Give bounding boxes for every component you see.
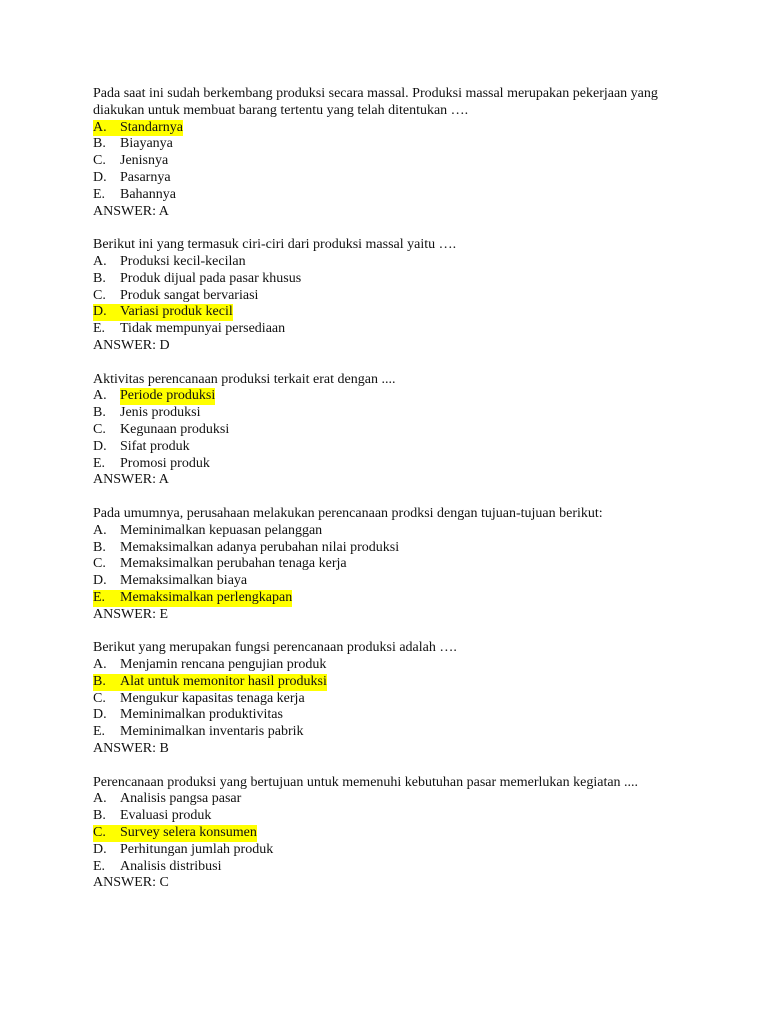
answer-highlight <box>93 120 183 137</box>
option-text: Sifat produk <box>120 438 190 454</box>
option-letter: D. <box>93 169 107 185</box>
option-text: Jenis produksi <box>120 405 201 421</box>
answer-key: ANSWER: B <box>93 741 169 757</box>
option-c <box>93 288 693 305</box>
option-d <box>93 170 693 187</box>
answer-highlight <box>120 388 215 405</box>
option-a <box>93 120 693 137</box>
option-letter: D. <box>93 573 107 589</box>
option-letter: C. <box>93 421 106 437</box>
option-d <box>93 707 693 724</box>
option-text: Produk dijual pada pasar khusus <box>120 270 302 286</box>
answer-highlight <box>93 825 257 842</box>
option-d <box>93 439 693 456</box>
option-text: Mengukur kapasitas tenaga kerja <box>120 690 305 706</box>
option-c <box>93 422 693 439</box>
option-letter: B. <box>93 405 106 421</box>
option-letter: A. <box>93 119 107 135</box>
option-text: Produksi kecil-kecilan <box>120 253 246 269</box>
option-e <box>93 859 693 876</box>
option-text: Promosi produk <box>120 455 210 471</box>
question-2 <box>93 237 693 355</box>
answer-highlight <box>93 590 292 607</box>
option-letter: A. <box>93 657 107 673</box>
option-letter: E. <box>93 455 106 471</box>
option-text: Perhitungan jumlah produk <box>120 841 274 857</box>
question-text: Berikut yang merupakan fungsi perencanaan produksi adalah …. <box>93 640 457 656</box>
option-a <box>93 791 693 808</box>
answer-highlight <box>93 674 327 691</box>
question-text: Pada saat ini sudah berkembang produksi secara massal. Produksi massal merupakan pekerjaan yang diakukan untuk membuat barang tertentu yang telah ditentukan …. <box>93 86 658 118</box>
option-a <box>93 388 693 405</box>
question-text: Pada umumnya, perusahaan melakukan perencanaan prodksi dengan tujuan-tujuan berikut: <box>93 505 603 521</box>
option-b <box>93 136 693 153</box>
option-c <box>93 153 693 170</box>
option-letter: B. <box>93 808 106 824</box>
answer-key: ANSWER: A <box>93 472 169 488</box>
answer-key: ANSWER: A <box>93 203 169 219</box>
option-e <box>93 724 693 741</box>
question-6 <box>93 775 693 893</box>
option-text: Alat untuk memonitor hasil produksi <box>120 673 327 689</box>
option-letter: E. <box>93 321 106 337</box>
answer-key: ANSWER: D <box>93 337 170 353</box>
option-letter: D. <box>93 841 107 857</box>
option-text: Variasi produk kecil <box>120 304 233 320</box>
option-c <box>93 556 693 573</box>
option-text: Produk sangat bervariasi <box>120 287 259 303</box>
question-3 <box>93 372 693 490</box>
option-letter: E. <box>93 858 106 874</box>
option-text: Analisis pangsa pasar <box>120 791 242 807</box>
option-letter: D. <box>93 304 107 320</box>
question-text: Aktivitas perencanaan produksi terkait erat dengan .... <box>93 371 396 387</box>
option-text: Survey selera konsumen <box>120 825 257 841</box>
option-a <box>93 523 693 540</box>
option-a <box>93 657 693 674</box>
option-text: Jenisnya <box>120 153 169 169</box>
option-letter: D. <box>93 438 107 454</box>
option-letter: E. <box>93 589 106 605</box>
option-text: Memaksimalkan perlengkapan <box>120 589 293 605</box>
option-letter: E. <box>93 724 106 740</box>
option-text: Memaksimalkan perubahan tenaga kerja <box>120 556 347 572</box>
option-text: Evaluasi produk <box>120 808 212 824</box>
option-text: Biayanya <box>120 136 173 152</box>
answer-highlight <box>93 304 233 321</box>
option-letter: C. <box>93 287 106 303</box>
option-text: Memaksimalkan biaya <box>120 573 248 589</box>
option-text: Menjamin rencana pengujian produk <box>120 657 327 673</box>
option-letter: B. <box>93 539 106 555</box>
option-text: Meminimalkan inventaris pabrik <box>120 724 304 740</box>
option-a <box>93 254 693 271</box>
option-letter: D. <box>93 707 107 723</box>
option-c <box>93 691 693 708</box>
option-letter: C. <box>93 153 106 169</box>
option-letter: C. <box>93 556 106 572</box>
question-4 <box>93 506 693 624</box>
question-1 <box>93 86 693 220</box>
option-letter: B. <box>93 270 106 286</box>
option-d <box>93 842 693 859</box>
document-page <box>93 86 693 909</box>
option-text: Kegunaan produksi <box>120 421 230 437</box>
option-text: Bahannya <box>120 186 176 202</box>
option-letter: A. <box>93 791 107 807</box>
option-b <box>93 808 693 825</box>
option-d <box>93 573 693 590</box>
option-text: Standarnya <box>120 119 183 135</box>
option-text: Memaksimalkan adanya perubahan nilai produksi <box>120 539 400 555</box>
option-letter: E. <box>93 186 106 202</box>
option-d <box>93 304 693 321</box>
option-b <box>93 674 693 691</box>
option-e <box>93 456 693 473</box>
option-letter: B. <box>93 673 106 689</box>
option-letter: C. <box>93 690 106 706</box>
option-text: Meminimalkan kepuasan pelanggan <box>120 522 323 538</box>
question-text: Perencanaan produksi yang bertujuan untuk memenuhi kebutuhan pasar memerlukan kegiatan .... <box>93 774 639 790</box>
option-letter: A. <box>93 522 107 538</box>
option-b <box>93 405 693 422</box>
option-text: Tidak mempunyai persediaan <box>120 321 286 337</box>
option-text: Pasarnya <box>120 169 171 185</box>
option-letter: B. <box>93 136 106 152</box>
answer-key: ANSWER: C <box>93 875 169 891</box>
option-letter: A. <box>93 253 107 269</box>
option-b <box>93 271 693 288</box>
option-e <box>93 187 693 204</box>
option-text: Periode produksi <box>120 388 216 404</box>
option-text: Meminimalkan produktivitas <box>120 707 283 723</box>
option-b <box>93 540 693 557</box>
option-text: Analisis distribusi <box>120 858 222 874</box>
option-letter: A. <box>93 388 107 404</box>
option-c <box>93 825 693 842</box>
answer-key: ANSWER: E <box>93 606 169 622</box>
question-text: Berikut ini yang termasuk ciri-ciri dari produksi massal yaitu …. <box>93 237 457 253</box>
option-letter: C. <box>93 825 106 841</box>
option-e <box>93 590 693 607</box>
option-e <box>93 321 693 338</box>
question-5 <box>93 640 693 758</box>
